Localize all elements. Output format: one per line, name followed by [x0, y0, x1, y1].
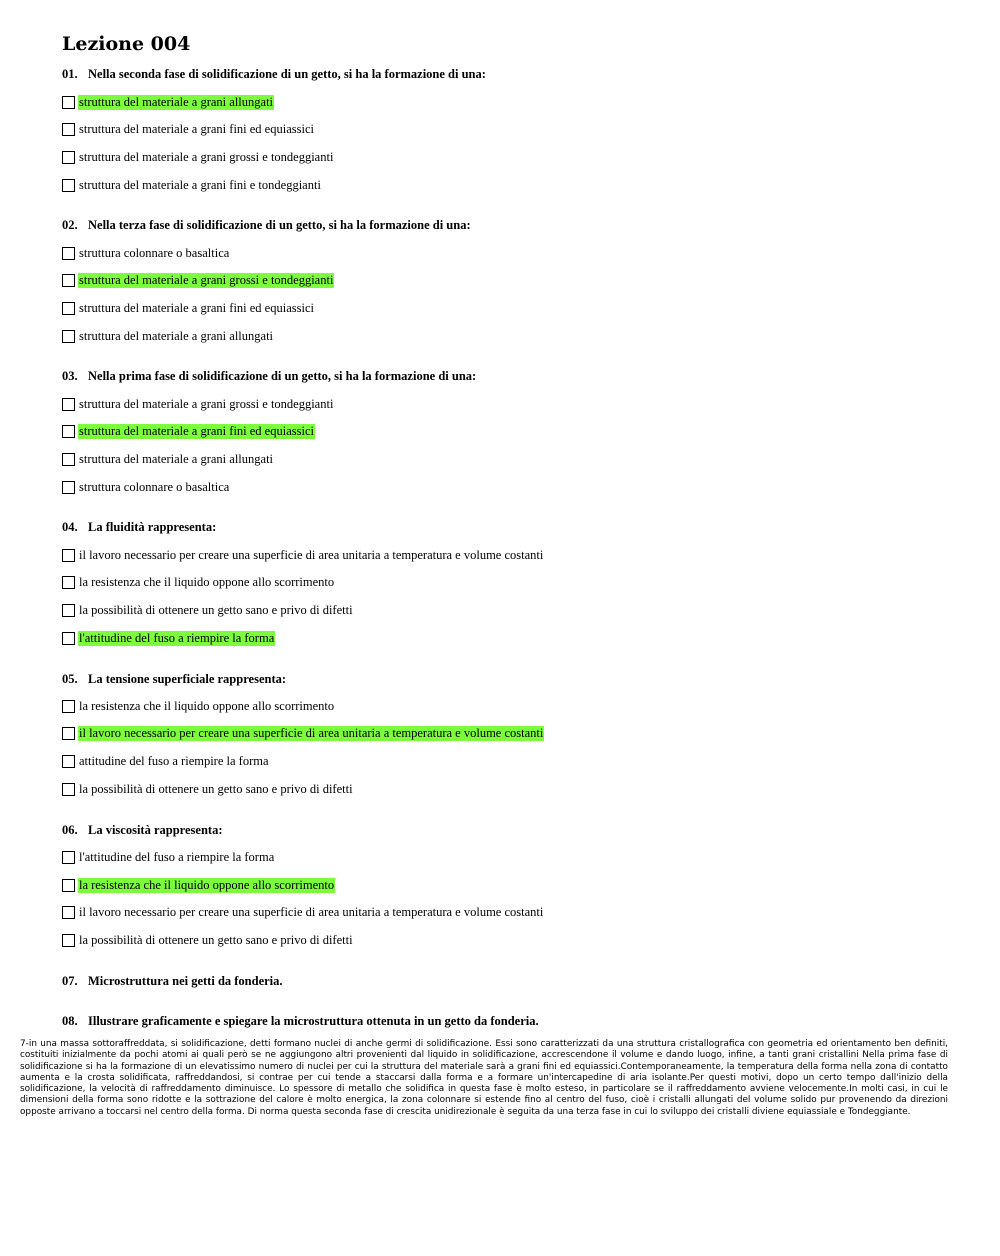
- checkbox[interactable]: [62, 481, 75, 494]
- question-text: La tensione superficiale rappresenta:: [88, 672, 287, 686]
- option[interactable]: [62, 328, 274, 344]
- option-text: struttura del materiale a grani grossi e tondeggianti: [79, 396, 334, 411]
- checkbox[interactable]: [62, 247, 75, 260]
- question-text: Nella seconda fase di solidificazione di un getto, si ha la formazione di una:: [88, 67, 486, 81]
- question-number: 08.: [62, 1014, 78, 1028]
- option[interactable]: [62, 177, 322, 193]
- option[interactable]: [62, 904, 544, 920]
- option-text: attitudine del fuso a riempire la forma: [79, 753, 269, 768]
- checkbox[interactable]: [62, 151, 75, 164]
- checkbox[interactable]: [62, 398, 75, 411]
- checkbox[interactable]: [62, 576, 75, 589]
- question-text: La fluidità rappresenta:: [88, 520, 217, 534]
- option-text: struttura del materiale a grani fini ed equiassici: [79, 300, 314, 315]
- option[interactable]: [62, 725, 544, 741]
- question-number: 05.: [62, 672, 78, 686]
- option-text: la possibilità di ottenere un getto sano e privo di difetti: [79, 602, 353, 617]
- checkbox[interactable]: [62, 632, 75, 645]
- question-number: 02.: [62, 218, 78, 232]
- question-number: 01.: [62, 67, 78, 81]
- checkbox[interactable]: [62, 604, 75, 617]
- checkbox[interactable]: [62, 302, 75, 315]
- option-text: struttura colonnare o basaltica: [79, 245, 230, 260]
- option-text: struttura del materiale a grani fini e tondeggianti: [79, 177, 321, 192]
- option[interactable]: [62, 849, 275, 865]
- checkbox[interactable]: [62, 123, 75, 136]
- checkbox[interactable]: [62, 96, 75, 109]
- question-text: La viscosità rappresenta:: [88, 823, 223, 837]
- checkbox[interactable]: [62, 783, 75, 796]
- checkbox[interactable]: [62, 879, 75, 892]
- option[interactable]: [62, 423, 315, 439]
- lesson-title: Lezione 004: [62, 33, 191, 55]
- checkbox[interactable]: [62, 700, 75, 713]
- question-text: Nella prima fase di solidificazione di un getto, si ha la formazione di una:: [88, 369, 477, 383]
- option-text: la resistenza che il liquido oppone allo scorrimento: [79, 877, 335, 892]
- option[interactable]: [62, 396, 334, 412]
- checkbox[interactable]: [62, 727, 75, 740]
- question-number: 06.: [62, 823, 78, 837]
- checkbox[interactable]: [62, 453, 75, 466]
- checkbox[interactable]: [62, 274, 75, 287]
- question-02: [62, 218, 962, 233]
- answer-text: 7-in una massa sottoraffreddata, si solidificazione, detti formano nuclei di anche germi di solidificazione. Essi sono caratterizzati da una struttura cristallografica con geometria ed orientamento ben definiti, costituiti inizialmente da pochi atomi ai quali però se ne aggiungono altri provenienti dal liquido in solidificazione, accrescendone il volume e dando luogo, infine, a tanti grani cristallini Nella prima fase di solidificazione si ha la formazione di un elevatissimo numero di nuclei per cui la struttura del materiale sarà a grani fini ed equiassici.Contemporaneamente, la temperatura della forma nella zona di contatto aumenta e la crosta solidificata, raffreddandosi, si contrae per cui tende a staccarsi dalla forma e a formare un'intercapedine di aria isolante.Per questi motivi, dopo un certo tempo dall'inizio della solidificazione, la velocità di raffreddamento diminuisce. Lo spessore di metallo che solidifica in questa fase è molto esteso, in particolare se il raffreddamento avviene velocemente.In molti casi, in cui le dimensioni della forma sono ridotte e la sottrazione del calore è molto energica, la zona colonnare si estende fino al centro del fuso, cioè i cristalli allungati del volume solido pur provenendo da direzioni opposte arrivano a toccarsi nel centro della forma. Di norma questa seconda fase di crescita unidirezionale è seguita da una terza fase in cui lo sviluppo dei cristalli diviene equiassiale e Tondeggiante.: [20, 1039, 948, 1117]
- option-text: struttura del materiale a grani fini ed equiassici: [79, 121, 314, 136]
- option-text: la possibilità di ottenere un getto sano e privo di difetti: [79, 932, 353, 947]
- checkbox[interactable]: [62, 851, 75, 864]
- option-text: struttura del materiale a grani allungati: [79, 94, 274, 109]
- option-text: la resistenza che il liquido oppone allo scorrimento: [79, 698, 335, 713]
- option[interactable]: [62, 149, 334, 165]
- checkbox[interactable]: [62, 934, 75, 947]
- question-03: [62, 369, 962, 384]
- option[interactable]: [62, 602, 354, 618]
- option-text: la resistenza che il liquido oppone allo scorrimento: [79, 574, 335, 589]
- question-01: [62, 67, 962, 82]
- option[interactable]: [62, 300, 315, 316]
- question-04: [62, 520, 962, 535]
- option-text: struttura del materiale a grani grossi e tondeggianti: [79, 149, 334, 164]
- option-text: struttura del materiale a grani fini ed equiassici: [79, 423, 314, 438]
- option[interactable]: [62, 121, 315, 137]
- question-text: Microstruttura nei getti da fonderia.: [88, 974, 283, 988]
- question-number: 07.: [62, 974, 78, 988]
- option[interactable]: [62, 932, 354, 948]
- option[interactable]: [62, 753, 270, 769]
- checkbox[interactable]: [62, 425, 75, 438]
- option[interactable]: [62, 451, 274, 467]
- option[interactable]: [62, 781, 354, 797]
- option-text: struttura del materiale a grani allungati: [79, 328, 274, 343]
- question-06: [62, 823, 962, 838]
- option[interactable]: [62, 698, 335, 714]
- option[interactable]: [62, 272, 334, 288]
- checkbox[interactable]: [62, 179, 75, 192]
- option[interactable]: [62, 574, 335, 590]
- question-text: Nella terza fase di solidificazione di un getto, si ha la formazione di una:: [88, 218, 471, 232]
- option-text: la possibilità di ottenere un getto sano e privo di difetti: [79, 781, 353, 796]
- checkbox[interactable]: [62, 330, 75, 343]
- option[interactable]: [62, 479, 230, 495]
- option-text: struttura del materiale a grani grossi e tondeggianti: [79, 272, 334, 287]
- option-text: l'attitudine del fuso a riempire la forma: [79, 630, 275, 645]
- option-text: il lavoro necessario per creare una superficie di area unitaria a temperatura e volume costanti: [79, 547, 544, 562]
- option[interactable]: [62, 245, 230, 261]
- checkbox[interactable]: [62, 906, 75, 919]
- option-text: il lavoro necessario per creare una superficie di area unitaria a temperatura e volume costanti: [79, 904, 544, 919]
- option-text: struttura del materiale a grani allungati: [79, 451, 274, 466]
- option[interactable]: [62, 630, 275, 646]
- option-text: il lavoro necessario per creare una superficie di area unitaria a temperatura e volume costanti: [79, 725, 544, 740]
- question-text: Illustrare graficamente e spiegare la microstruttura ottenuta in un getto da fonderia.: [88, 1014, 539, 1028]
- question-05: [62, 672, 962, 687]
- question-07: [62, 974, 962, 989]
- option[interactable]: [62, 94, 274, 110]
- checkbox[interactable]: [62, 549, 75, 562]
- checkbox[interactable]: [62, 755, 75, 768]
- option[interactable]: [62, 877, 335, 893]
- question-08: [62, 1014, 962, 1029]
- option-text: l'attitudine del fuso a riempire la forma: [79, 849, 275, 864]
- question-number: 04.: [62, 520, 78, 534]
- option-text: struttura colonnare o basaltica: [79, 479, 230, 494]
- option[interactable]: [62, 547, 544, 563]
- question-number: 03.: [62, 369, 78, 383]
